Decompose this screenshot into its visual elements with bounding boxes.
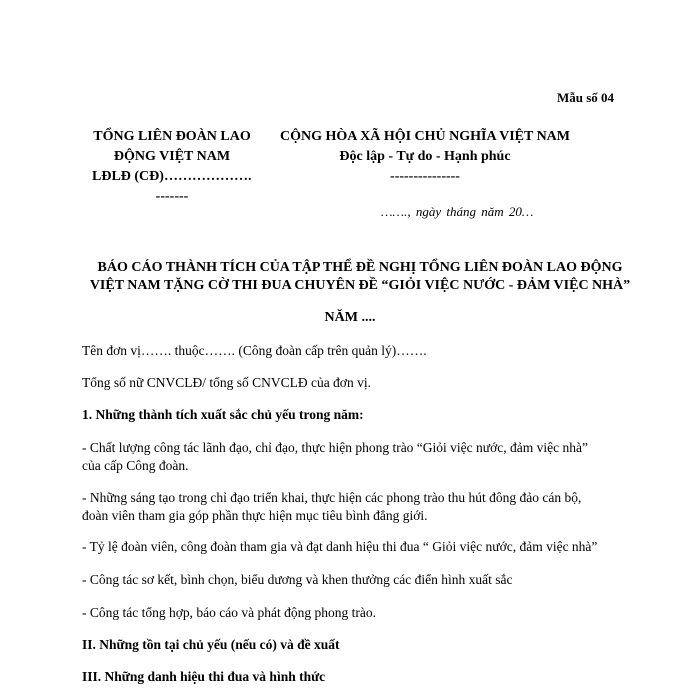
bullet-leadership	[82, 439, 642, 475]
national-header	[270, 127, 580, 187]
form-number: Mẫu số 04	[557, 90, 615, 105]
report-year: NĂM ....	[324, 310, 376, 325]
bullet-reporting: - Công tác tổng hợp, báo cáo và phát động phong trào.	[82, 605, 376, 620]
date-line: ……., ngày tháng năm 20…	[381, 204, 534, 219]
organization-divider: -------	[155, 189, 189, 204]
section2-heading: II. Những tồn tại chủ yếu (nếu có) và đề xuất	[82, 637, 340, 652]
organization-code: LĐLĐ (CĐ)……………….	[92, 169, 252, 184]
bullet-leadership-line1: - Chất lượng công tác lãnh đạo, chỉ đạo, thực hiện phong trào “Giỏi việc nước, đảm việc nhà”	[82, 440, 588, 455]
bullet-creativity-line1: - Những sáng tạo trong chỉ đạo triển khai, thực hiện các phong trào thu hút đông đảo cán bộ,	[82, 490, 582, 505]
report-title	[60, 259, 660, 295]
section3-heading: III. Những danh hiệu thi đua và hình thức	[82, 669, 326, 684]
bullet-commendation: - Công tác sơ kết, bình chọn, biểu dương và khen thưởng các điển hình xuất sắc	[82, 572, 513, 587]
report-title-line1: BÁO CÁO THÀNH TÍCH CỦA TẬP THỂ ĐỀ NGHỊ TỔNG LIÊN ĐOÀN LAO ĐỘNG	[97, 260, 623, 275]
national-motto: Độc lập - Tự do - Hạnh phúc	[339, 149, 511, 164]
bullet-leadership-line2: của cấp Công đoàn.	[82, 458, 189, 473]
issuing-organization-header	[82, 127, 262, 207]
bullet-creativity	[82, 489, 642, 525]
report-title-line2: VIỆT NAM TẶNG CỜ THI ĐUA CHUYÊN ĐỀ “GIỎI VIỆC NƯỚC - ĐẢM VIỆC NHÀ”	[89, 278, 631, 293]
total-members-line: Tổng số nữ CNVCLĐ/ tổng số CNVCLĐ của đơn vị.	[82, 375, 371, 390]
bullet-creativity-line2: đoàn viên tham gia góp phần thực hiện mục tiêu bình đẳng giới.	[82, 508, 428, 523]
unit-line: Tên đơn vị……. thuộc……. (Công đoàn cấp trên quản lý)…….	[82, 343, 427, 358]
national-divider: ---------------	[390, 169, 460, 184]
country-name: CỘNG HÒA XÃ HỘI CHỦ NGHĨA VIỆT NAM	[279, 129, 570, 144]
organization-name-line2: ĐỘNG VIỆT NAM	[113, 149, 231, 164]
section1-heading: 1. Những thành tích xuất sắc chủ yếu trong năm:	[82, 407, 364, 422]
bullet-participation-rate: - Tỷ lệ đoàn viên, công đoàn tham gia và đạt danh hiệu thi đua “ Giỏi việc nước, đảm việc nhà”	[82, 539, 598, 554]
organization-name-line1: TỔNG LIÊN ĐOÀN LAO	[93, 129, 251, 144]
